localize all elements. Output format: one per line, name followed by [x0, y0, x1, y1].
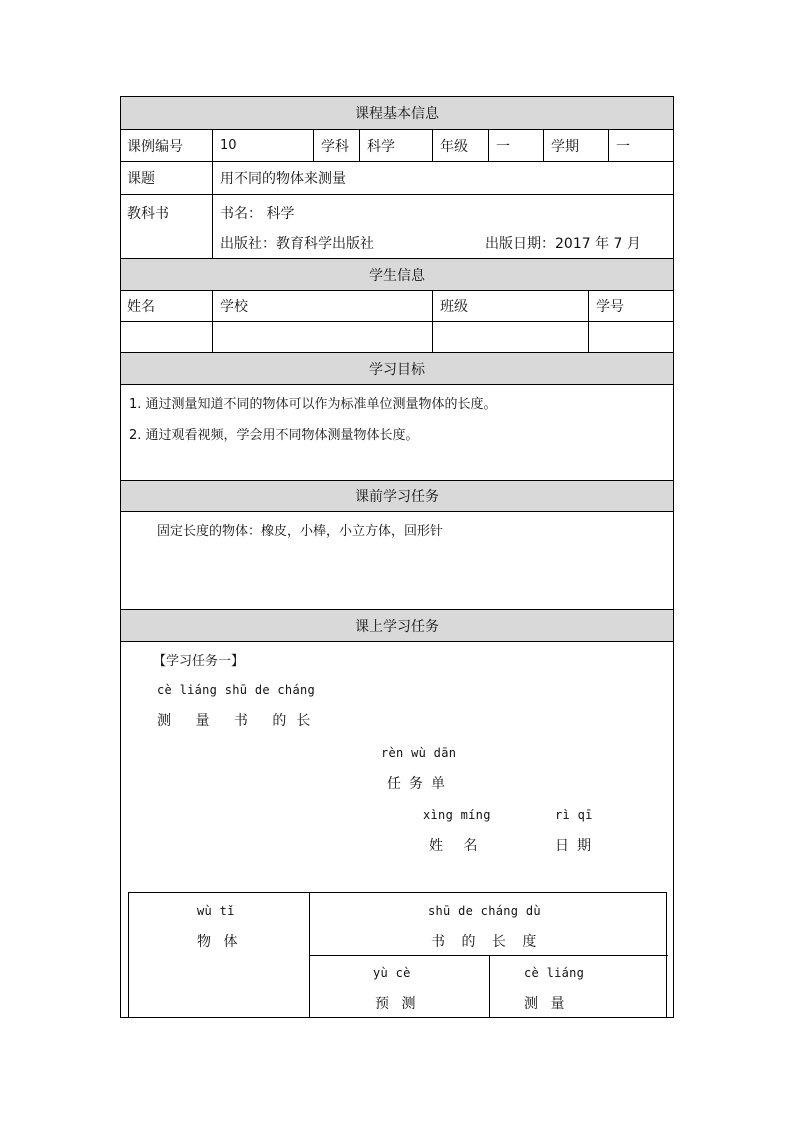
measure-pinyin: cè liáng	[524, 966, 585, 980]
title-pinyin: cè liáng shū de cháng	[157, 683, 316, 697]
objective-item: 2. 通过观看视频，学会用不同物体测量物体长度。	[129, 428, 419, 443]
school-field[interactable]	[212, 322, 432, 352]
grade-label: 年级	[432, 130, 488, 161]
measure-chars: 测 量	[524, 996, 569, 1012]
worksheet-table	[128, 892, 667, 1018]
pre-class-header	[121, 481, 673, 512]
objective-item: 1. 通过测量知道不同的物体可以作为标准单位测量物体的长度。	[129, 397, 497, 412]
topic-value: 用不同的物体来测量	[212, 162, 673, 194]
in-class-header-text: 课上学习任务	[355, 618, 439, 635]
pre-class-text: 固定长度的物体：橡皮，小棒，小立方体，回形针	[157, 524, 444, 539]
in-class-body	[121, 642, 673, 1017]
name-pinyin: xìng míng	[423, 808, 491, 822]
topic-label: 课题	[127, 171, 155, 187]
topic-row	[121, 162, 673, 195]
table-divider	[489, 955, 490, 1017]
book-name: 书名： 科学	[220, 206, 295, 222]
objectives-header-text: 学习目标	[369, 361, 425, 378]
course-info-row	[121, 130, 673, 162]
name-chars: 姓 名	[429, 838, 486, 854]
student-label-row	[121, 291, 673, 322]
objectives-header	[121, 353, 673, 385]
lesson-sheet	[120, 96, 674, 1018]
pre-class-body	[121, 512, 673, 610]
student-info-header-text: 学生信息	[369, 267, 425, 284]
title-chars: 测 量 书 的长	[157, 713, 321, 729]
in-class-header	[121, 610, 673, 642]
course-info-header-text: 课程基本信息	[355, 106, 439, 122]
textbook-row	[121, 195, 673, 259]
term-value: 一	[608, 130, 673, 161]
task-title: 【学习任务一】	[153, 654, 245, 669]
textbook-label: 教科书	[127, 206, 169, 222]
date-chars: 日期	[555, 838, 599, 854]
predict-chars: 预 测	[375, 996, 420, 1012]
lesson-no-value: 10	[212, 130, 313, 161]
student-name-field[interactable]	[121, 322, 212, 352]
worksheet-chars: 任务单	[387, 776, 453, 792]
student-id-label: 学号	[588, 291, 673, 321]
student-input-row	[121, 322, 673, 353]
class-field[interactable]	[432, 322, 588, 352]
length-pinyin: shū de cháng dù	[428, 904, 541, 918]
class-label: 班级	[432, 291, 588, 321]
course-info-header	[121, 97, 673, 130]
term-label: 学期	[543, 130, 608, 161]
school-label: 学校	[212, 291, 432, 321]
student-id-field[interactable]	[588, 322, 673, 352]
object-pinyin: wù tǐ	[197, 904, 235, 918]
textbook-detail	[212, 195, 673, 258]
pre-class-header-text: 课前学习任务	[355, 489, 439, 505]
objectives-body	[121, 385, 673, 481]
predict-pinyin: yù cè	[373, 966, 411, 980]
subject-label: 学科	[313, 130, 359, 161]
grade-value: 一	[488, 130, 543, 161]
publisher: 出版社：教育科学出版社	[220, 236, 374, 252]
student-name-label: 姓名	[127, 299, 155, 315]
length-chars: 书 的 长 度	[431, 934, 543, 950]
lesson-no-label: 课例编号	[127, 138, 183, 155]
student-info-header	[121, 259, 673, 291]
publication-date: 出版日期：2017 年 7 月	[485, 236, 641, 252]
worksheet-pinyin: rèn wù dān	[381, 746, 457, 760]
subject-value: 科学	[359, 130, 432, 161]
date-pinyin: rì qī	[555, 808, 593, 822]
object-chars: 物 体	[197, 934, 242, 950]
